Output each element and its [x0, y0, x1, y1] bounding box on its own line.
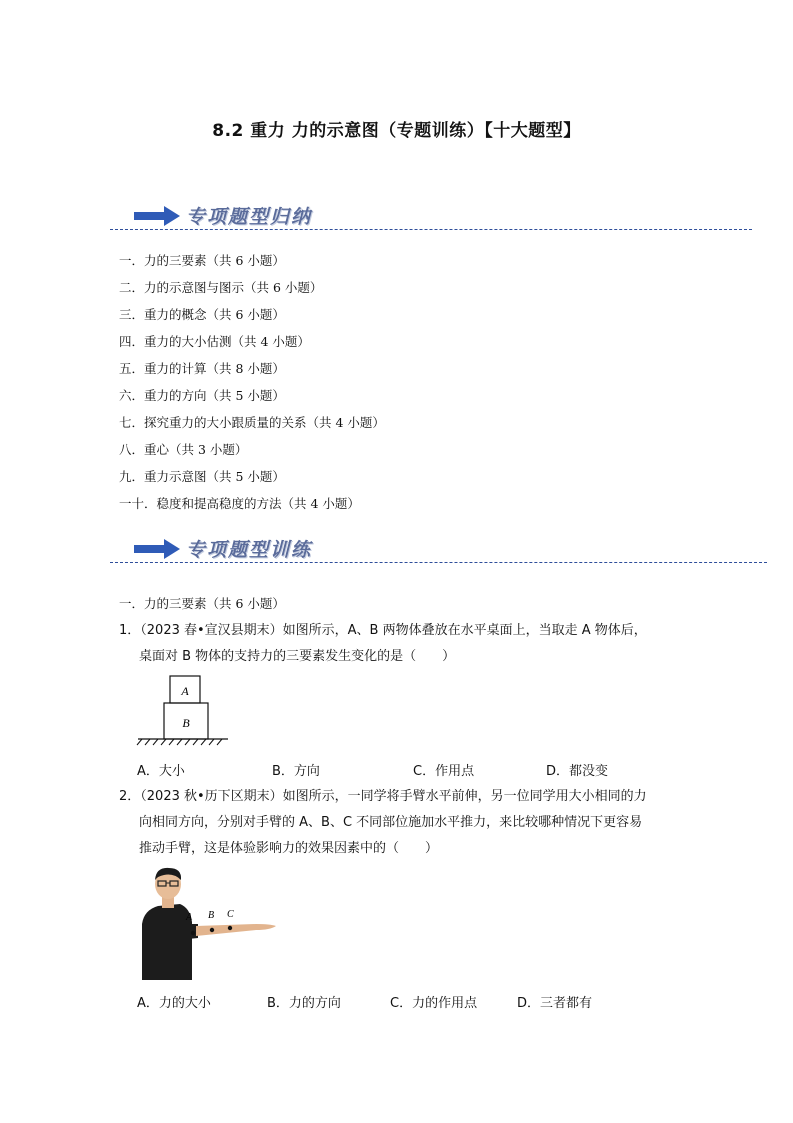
question-text: 1．（2023 春•宣汉县期末）如图所示，A、B 两物体叠放在水平桌面上，当取走 A 物体后， [119, 623, 647, 638]
question-text: 向相同方向，分别对手臂的 A、B、C 不同部位施加水平推力，来比较哪种情况下更容易 [139, 815, 643, 830]
toc-item: 五．重力的计算（共 8 小题） [119, 361, 285, 376]
option-b[interactable]: B．方向 [272, 764, 320, 779]
option-c[interactable]: C．力的作用点 [390, 996, 478, 1011]
option-b[interactable]: B．力的方向 [267, 996, 341, 1011]
person-torso [142, 904, 192, 980]
point-a [191, 931, 195, 935]
toc-item: 六．重力的方向（共 5 小题） [119, 388, 285, 403]
q2-options [0, 992, 793, 1012]
question-text: 桌面对 B 物体的支持力的三要素发生变化的是（ ） [139, 649, 456, 664]
toc-list [119, 247, 385, 517]
banner-training-text: 专项题型训练 [186, 539, 313, 561]
arm-push-photo [138, 866, 278, 980]
option-d[interactable]: D．都没变 [546, 764, 609, 779]
section-banner-summary [134, 202, 754, 230]
section-heading: 一．力的三要素（共 6 小题） [119, 596, 285, 611]
point-b [210, 928, 214, 932]
label-a: A [181, 684, 189, 698]
option-d[interactable]: D．三者都有 [517, 996, 593, 1011]
arrow-right-icon [134, 539, 180, 559]
divider-dashed [110, 562, 767, 563]
page-title: 8.2 重力 力的示意图（专题训练）【十大题型】 [212, 121, 581, 141]
arrow-right-icon [134, 206, 180, 226]
label-b: B [208, 910, 215, 921]
label-c: C [227, 909, 234, 920]
label-a: A [186, 912, 193, 923]
label-b: B [182, 716, 190, 730]
point-c [228, 926, 232, 930]
q1-options [0, 760, 793, 780]
toc-item: 三．重力的概念（共 6 小题） [119, 307, 285, 322]
option-a[interactable]: A．力的大小 [137, 996, 211, 1011]
question-text: 推动手臂，这是体验影响力的效果因素中的（ ） [139, 841, 439, 856]
divider-dashed [110, 229, 752, 230]
question-2 [119, 784, 647, 862]
person-arm [196, 924, 276, 936]
question-text: 2．（2023 秋•历下区期末）如图所示，一同学将手臂水平前伸，另一位同学用大小相同的力 [119, 789, 647, 804]
banner-summary-text: 专项题型归纳 [186, 206, 313, 228]
option-c[interactable]: C．作用点 [413, 764, 475, 779]
toc-item: 九．重力示意图（共 5 小题） [119, 469, 285, 484]
toc-item: 四．重力的大小估测（共 4 小题） [119, 334, 310, 349]
toc-item: 二．力的示意图与图示（共 6 小题） [119, 280, 323, 295]
question-1 [119, 618, 647, 670]
stacked-blocks-figure [136, 674, 232, 746]
toc-item: 一．力的三要素（共 6 小题） [119, 253, 285, 268]
toc-item: 七．探究重力的大小跟质量的关系（共 4 小题） [119, 415, 385, 430]
toc-item: 一十．稳度和提高稳度的方法（共 4 小题） [119, 496, 360, 511]
option-a[interactable]: A．大小 [137, 764, 185, 779]
toc-item: 八．重心（共 3 小题） [119, 442, 248, 457]
ground-hatching [137, 739, 222, 745]
section-banner-training [134, 535, 764, 563]
